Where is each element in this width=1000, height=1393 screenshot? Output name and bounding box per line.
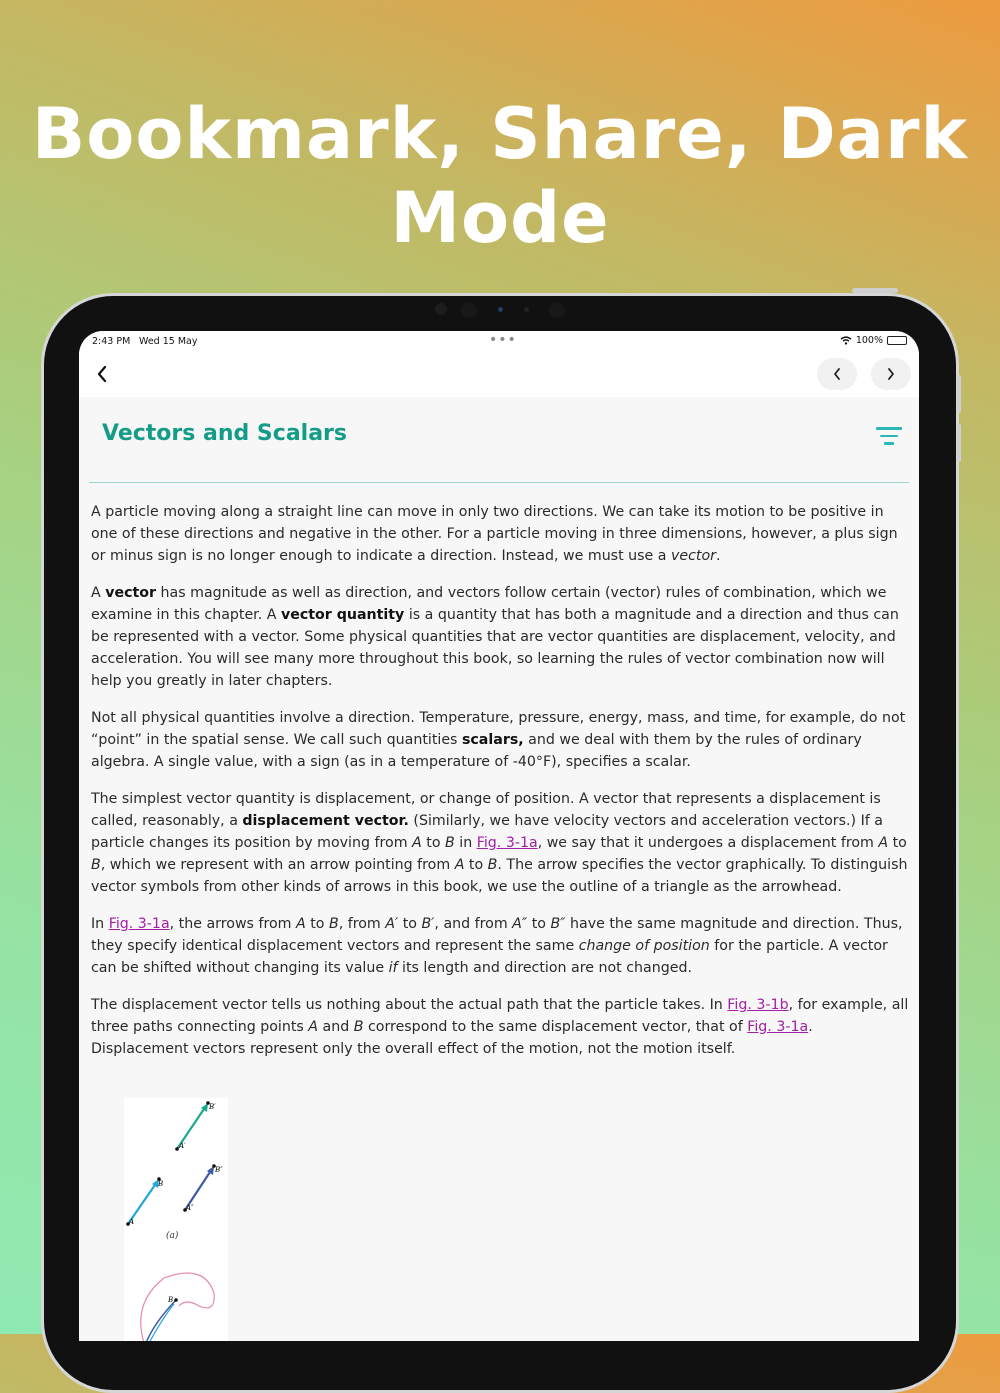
next-page-button[interactable] xyxy=(871,358,911,390)
label-b-lower: B xyxy=(168,1296,174,1304)
label-a: A xyxy=(129,1218,135,1226)
chevron-left-icon xyxy=(832,367,842,381)
status-right xyxy=(840,335,907,346)
vector-figure[interactable] xyxy=(124,1098,228,1341)
paragraph-6: The displacement vector tells us nothing about the actual path that the particle takes. In Fig. 3-1b, for example, all three paths connecting points A and B correspond to the same displacement vector, that of Fig. 3-1a. Displacement vectors represent only the overall effect of the motion, not the motion itself. xyxy=(91,997,909,1057)
wifi-icon xyxy=(840,336,852,345)
multitasking-dots-icon[interactable]: ••• xyxy=(489,332,517,348)
tablet-volume-up-button xyxy=(957,375,961,413)
promo-headline-line1: Bookmark, Share, Dark xyxy=(31,93,969,175)
figure-link[interactable]: Fig. 3-1b xyxy=(727,997,789,1013)
figure-link[interactable]: Fig. 3-1a xyxy=(747,1019,809,1035)
label-a-double-prime: A″ xyxy=(186,1204,194,1212)
paragraph-3: Not all physical quantities involve a direction. Temperature, pressure, energy, mass, and time, for example, do not “point” in the spatial sense. We call such quantities scalars, and we deal with them by the rules of ordinary algebra. A single value, with a sign (as in a temperature of -40°F), specifies a scalar. xyxy=(91,710,906,770)
promo-headline xyxy=(0,92,1000,260)
tablet-top-button xyxy=(852,288,898,293)
header-divider xyxy=(89,482,909,483)
tablet-volume-down-button xyxy=(957,424,961,462)
chevron-left-icon xyxy=(96,365,108,383)
label-b: B xyxy=(158,1180,164,1188)
navigation-bar xyxy=(79,351,919,397)
figure-link[interactable]: Fig. 3-1a xyxy=(476,835,538,851)
battery-icon xyxy=(887,336,907,345)
battery-percent: 100% xyxy=(855,335,883,346)
vector-diagram xyxy=(124,1098,228,1341)
figure-link[interactable]: Fig. 3-1a xyxy=(108,916,170,932)
paragraph-4: The simplest vector quantity is displacement, or change of position. A vector that represents a displacement is called, reasonably, a displacement vector. (Similarly, we have velocity vectors and acceleration vectors.) If a particle changes its position by moving from A to B in Fig. 3-1a, we say that it undergoes a displacement from A to B, which we represent with an arrow pointing from A to B. The arrow specifies the vector graphically. To distinguish vector symbols from other kinds of arrows in this book, we use the outline of a triangle as the arrowhead. xyxy=(91,791,908,895)
page-header xyxy=(79,397,919,483)
camera-indicator-icon xyxy=(498,307,503,312)
promo-headline-line2: Mode xyxy=(390,177,610,259)
camera-sensor-icon xyxy=(435,303,447,315)
article-content xyxy=(91,501,909,1075)
figure-caption: (a) xyxy=(166,1231,179,1241)
paragraph-5: In Fig. 3-1a, the arrows from A to B, from A′ to B′, and from A″ to B″ have the same magnitude and direction. Thus, they specify identical displacement vectors and represent the same change of position for the particle. A vector can be shifted without changing its value if its length and direction are not changed. xyxy=(91,916,903,976)
status-date: Wed 15 May xyxy=(139,336,198,347)
previous-page-button[interactable] xyxy=(817,358,857,390)
camera-sensor-icon xyxy=(549,302,565,318)
label-b-prime: B′ xyxy=(209,1103,216,1111)
chevron-right-icon xyxy=(886,367,896,381)
label-b-double-prime: B″ xyxy=(215,1166,223,1174)
paragraph-2: A vector has magnitude as well as direction, and vectors follow certain (vector) rules of combination, which we examine in this chapter. A vector quantity is a quantity that has both a magnitude and a direction and thus can be represented with a vector. Some physical quantities that are vector quantities are displacement, velocity, and acceleration. You will see many more throughout this book, so learning the rules of vector combination now will help you greatly in later chapters. xyxy=(91,585,899,689)
camera-lens-icon xyxy=(461,302,477,318)
status-time: 2:43 PM xyxy=(92,336,131,347)
paragraph-1: A particle moving along a straight line can move in only two directions. We can take its motion to be positive in one of these directions and negative in the other. For a particle moving in three dimensions, however, a plus sign or minus sign is no longer enough to indicate a direction. Instead, we must use a vector. xyxy=(91,504,898,564)
camera-sensor-icon xyxy=(524,307,529,312)
label-a-prime: A′ xyxy=(179,1142,186,1150)
app-screen xyxy=(79,331,919,1341)
back-button[interactable] xyxy=(91,359,121,389)
filter-icon[interactable] xyxy=(875,427,903,449)
page-title: Vectors and Scalars xyxy=(102,421,347,446)
status-bar xyxy=(79,331,919,351)
